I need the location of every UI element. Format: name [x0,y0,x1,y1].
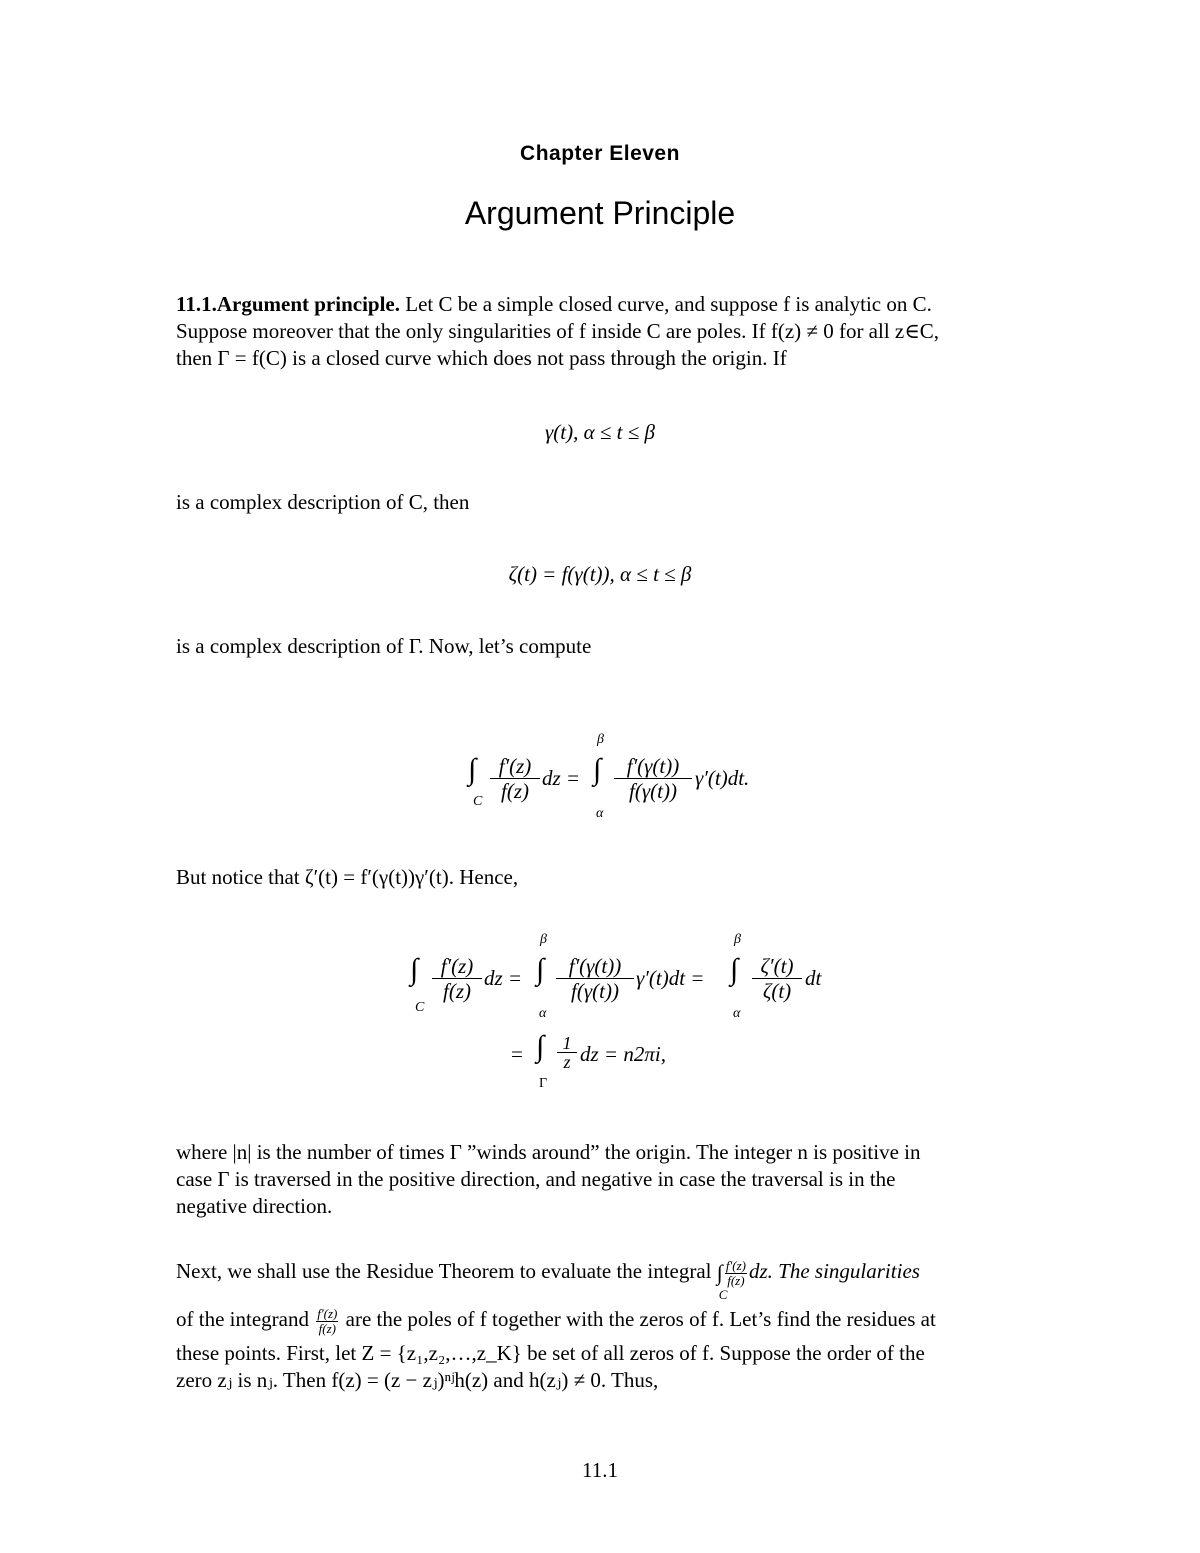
integral-lower-limit: Γ [539,1076,548,1091]
fraction-denominator: z [563,1052,571,1072]
equation-equals: = [511,1042,523,1066]
integral-sign: ∫ [410,953,419,986]
intro-text-1: Let C be a simple closed curve, and suppose f is analytic on C. [400,292,932,316]
fraction-numerator: ζ′(t) [752,954,802,979]
paragraph-6-text: dz. The singularities [749,1259,920,1283]
integral-lower-limit: α [539,1006,547,1021]
equation-mid: dz = [542,766,581,790]
paragraph-6-text: of the integrand [176,1307,315,1331]
equation-gamma: γ(t), α ≤ t ≤ β [545,420,655,444]
fraction [556,954,634,1003]
fraction [557,1034,577,1071]
fraction-numerator: 1 [557,1034,577,1053]
fraction-denominator: f(z) [318,1320,336,1336]
integral-sign: ∫ [536,953,545,986]
fraction [490,754,540,803]
fraction-denominator: f(γ(t)) [571,979,619,1003]
paragraph-6-text: are the poles of f together with the zeros of f. Let’s find the residues at [340,1307,936,1331]
integral-sign: ∫ [536,1030,545,1063]
fraction-denominator: f(z) [501,779,529,803]
paragraph-5-line-3: negative direction. [176,1194,333,1218]
integral-lower-limit: C [415,1000,425,1015]
fraction-denominator: f(γ(t)) [629,779,677,803]
integral-upper-limit: β [540,932,547,947]
integral-lower-limit: C [473,794,483,809]
integral-lower-limit: α [596,806,604,821]
fraction-denominator: f(z) [727,1272,745,1288]
integral-lower-limit: α [733,1006,741,1021]
fraction-denominator: f(z) [443,979,471,1003]
section-intro [176,291,1060,372]
chapter-title: Argument Principle [464,195,736,231]
inline-fraction [316,1307,338,1336]
paragraph-5 [176,1139,1060,1220]
fraction-numerator: f′(z) [432,954,482,979]
equation-tail: dt [805,966,822,990]
paragraph-6 [176,1258,1060,1394]
integral-sign: ∫ [730,953,739,986]
paragraph-6-line-3: these points. First, let Z = {z₁,z₂,…,z_K} be set of all zeros of f. Suppose the order of the [176,1341,925,1365]
integral-lower-limit: C [718,1287,728,1303]
integral-sign: ∫ [468,753,477,786]
inline-integral: ∫ C [717,1263,723,1283]
integral-sign: ∫ [593,753,602,786]
paragraph-6-text: Next, we shall use the Residue Theorem to evaluate the integral [176,1259,717,1283]
fraction-numerator: f′(z) [317,1305,338,1321]
fraction-numerator: f′(γ(t)) [556,954,634,979]
fraction [432,954,482,1003]
paragraph-2: is a complex description of C, then [176,490,470,514]
fraction [614,754,692,803]
equation-result: dz = n2πi, [580,1042,666,1066]
section-intro-line-3: then Γ = f(C) is a closed curve which does not pass through the origin. If [176,346,787,370]
paragraph-6-line-4: zero zⱼ is nⱼ. Then f(z) = (z − zⱼ)ⁿʲh(z) and h(zⱼ) ≠ 0. Thus, [176,1368,659,1392]
equation-zeta: ζ(t) = f(γ(t)), α ≤ t ≤ β [508,562,692,586]
paragraph-4: But notice that ζ′(t) = f′(γ(t))γ′(t). Hence, [176,865,519,889]
page-number: 11.1 [582,1458,618,1482]
paragraph-5-line-1: where |n| is the number of times Γ ”winds around” the origin. The integer n is positive in [176,1140,921,1164]
paragraph-6-line-2 [176,1306,1060,1340]
section-intro-line-1 [176,291,1060,318]
paragraph-6-line-1 [176,1258,1060,1306]
fraction-numerator: f′(z) [725,1257,746,1273]
section-intro-line-2: Suppose moreover that the only singularities of f inside C are poles. If f(z) ≠ 0 for all z∈C, [176,319,940,343]
equation-mid: γ′(t)dt = [636,966,705,990]
paragraph-3: is a complex description of Γ. Now, let’s compute [176,634,592,658]
equation-integral-1 [0,730,1200,830]
section-heading: Argument principle. [216,292,400,316]
section-number: 11.1. [176,292,217,316]
integral-upper-limit: β [597,732,604,747]
paragraph-5-line-2: case Γ is traversed in the positive direction, and negative in case the traversal is in the [176,1167,896,1191]
fraction-numerator: f′(γ(t)) [614,754,692,779]
fraction [752,954,802,1003]
inline-fraction [725,1259,747,1288]
fraction-denominator: ζ(t) [762,979,792,1003]
integral-upper-limit: β [734,932,741,947]
equation-tail: γ′(t)dt. [695,766,750,790]
equation-integral-2 [0,930,1200,1100]
equation-mid: dz = [484,966,523,990]
fraction-numerator: f′(z) [490,754,540,779]
chapter-label: Chapter Eleven [520,142,680,165]
